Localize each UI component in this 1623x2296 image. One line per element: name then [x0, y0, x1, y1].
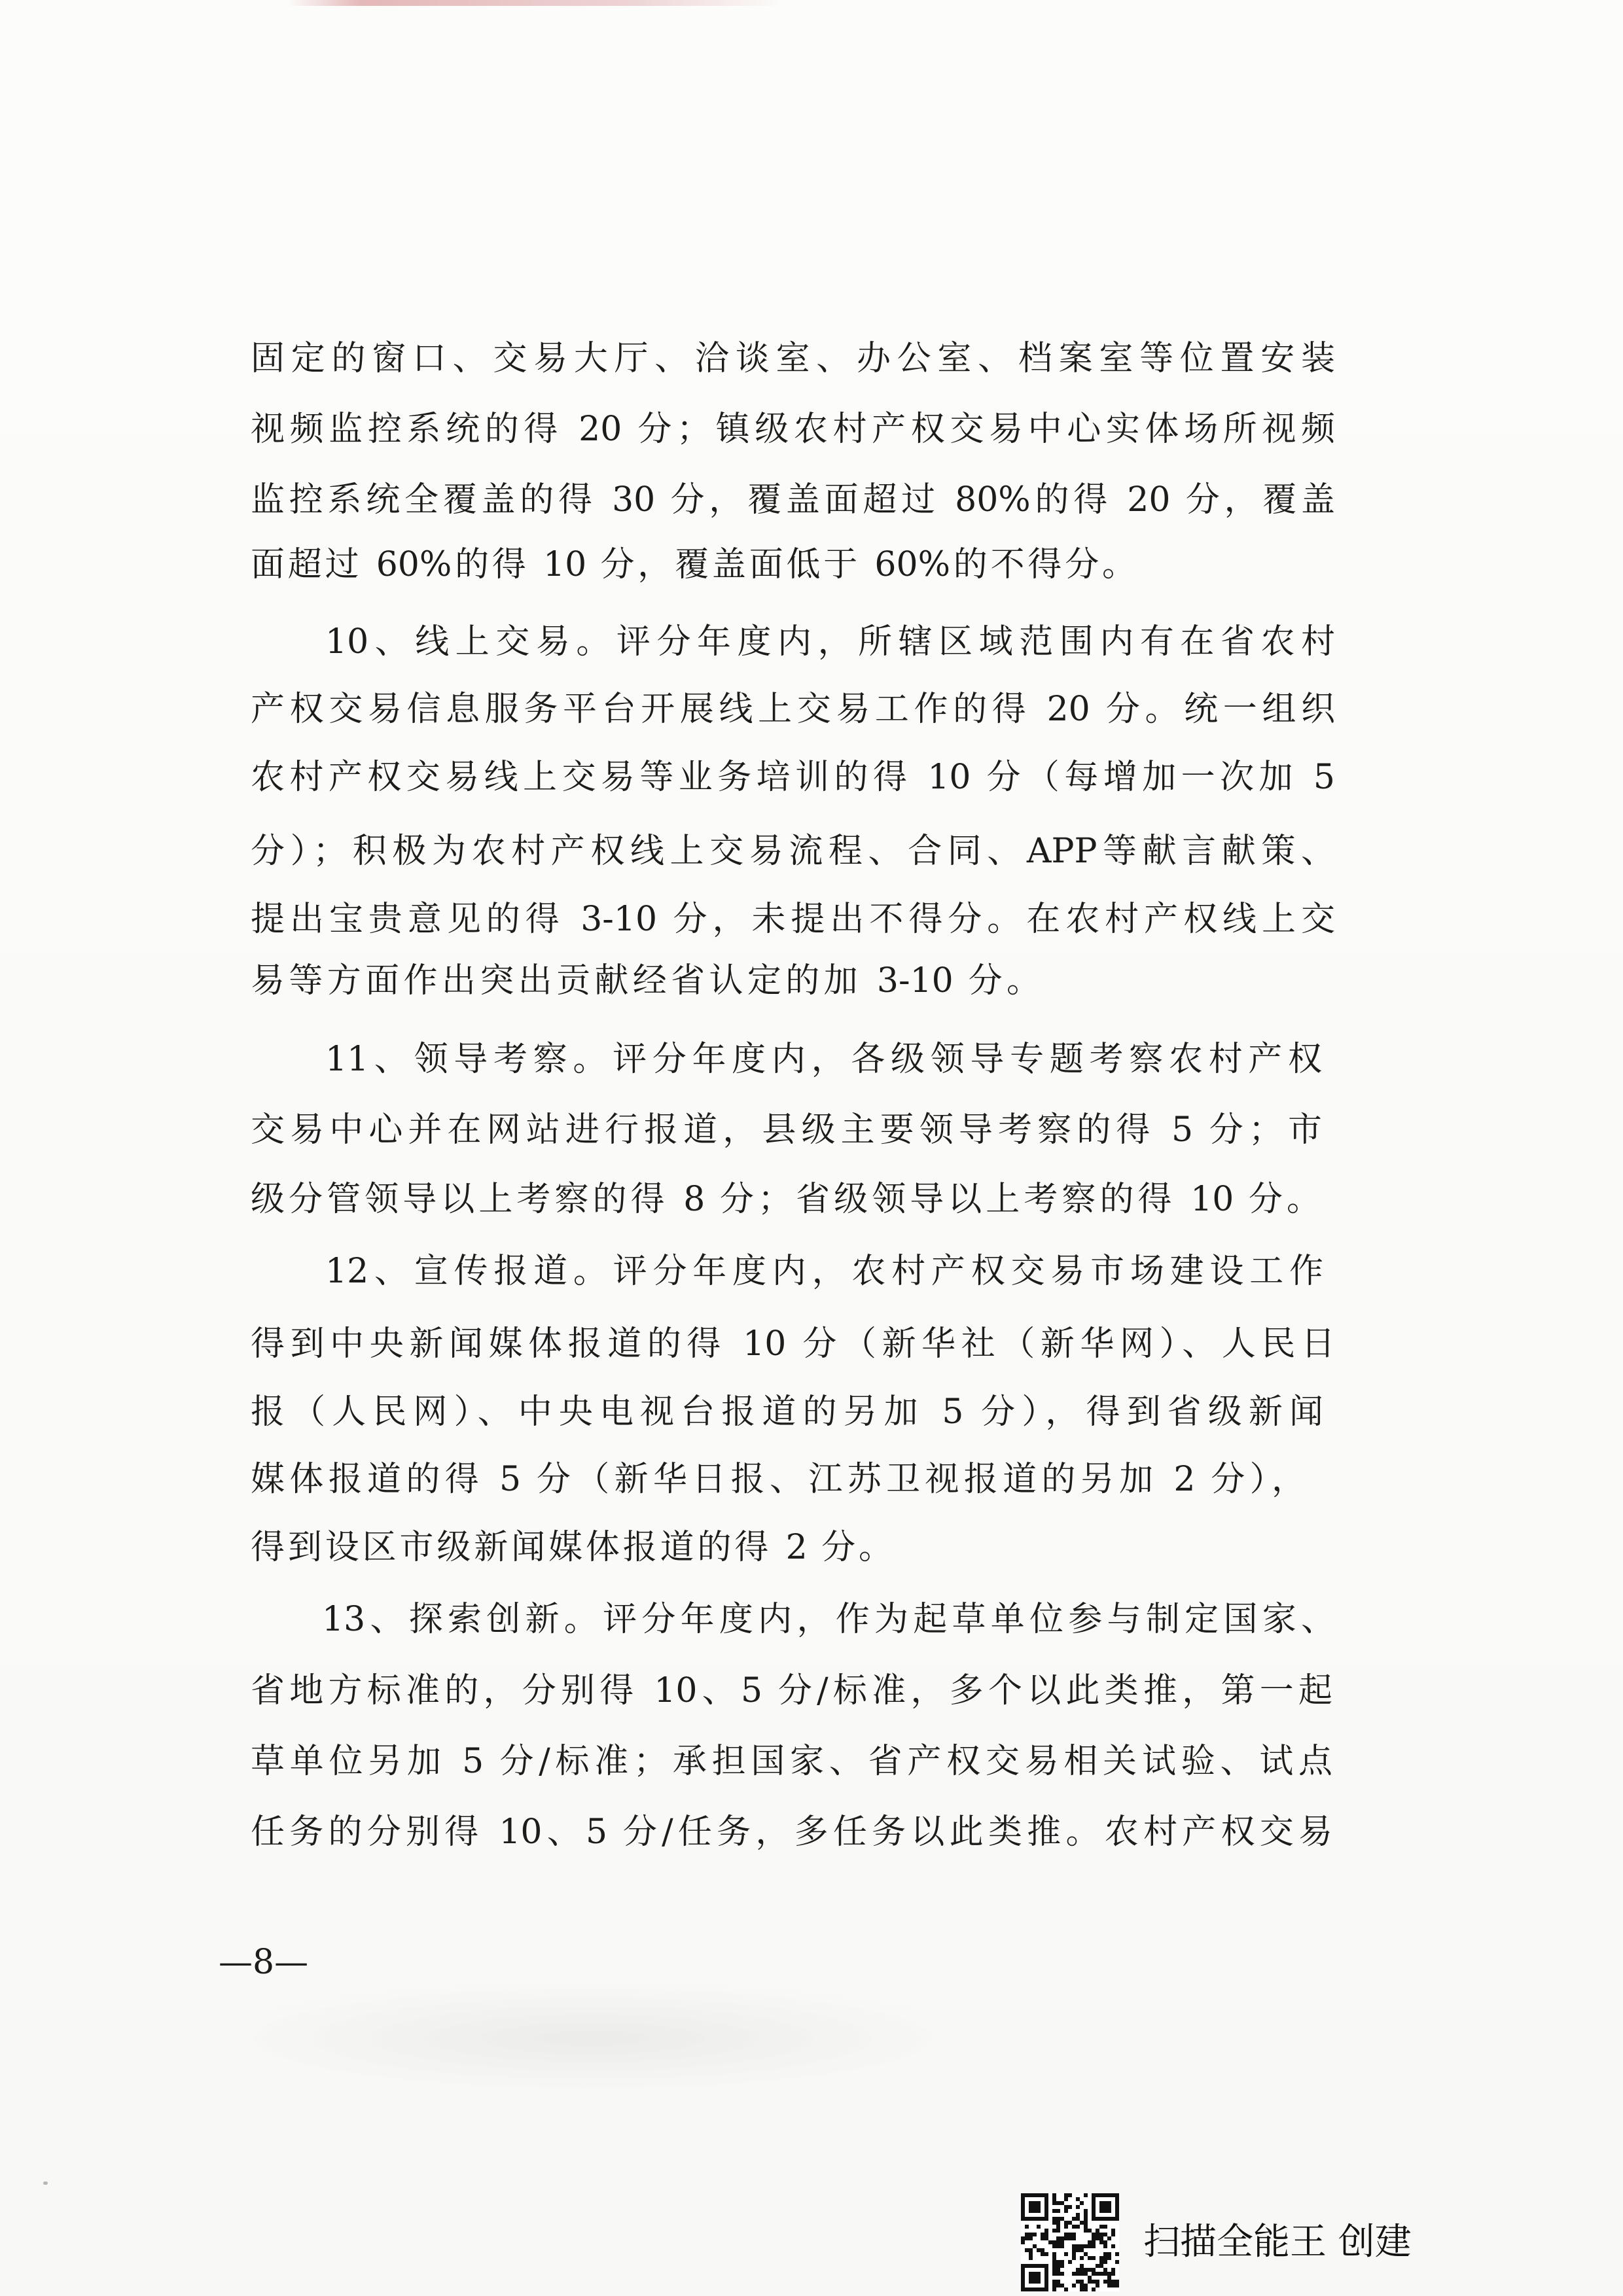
text-line: 10、线上交易。评分年度内，所辖区域范围内有在省农村	[325, 622, 1335, 662]
page-number: —8—	[219, 1943, 309, 1982]
text-line: 视频监控系统的得 20 分；镇级农村产权交易中心实体场所视频	[251, 410, 1335, 449]
qr-code-icon	[1021, 2193, 1119, 2291]
scanner-badge	[1021, 2193, 1412, 2291]
text-line: 级分管领导以上考察的得 8 分；省级领导以上考察的得 10 分。	[251, 1180, 1321, 1219]
text-line: 交易中心并在网站进行报道，县级主要领导考察的得 5 分；市	[251, 1110, 1322, 1150]
text-line: 监控系统全覆盖的得 30 分，覆盖面超过 80%的得 20 分，覆盖	[251, 480, 1335, 520]
text-line: 得到中央新闻媒体报道的得 10 分（新华社（新华网）、人民日	[251, 1324, 1335, 1364]
text-line: 省地方标准的，分别得 10、5 分/标准，多个以此类推，第一起	[251, 1671, 1332, 1710]
text-line: 11、领导考察。评分年度内，各级领导专题考察农村产权	[325, 1040, 1322, 1079]
text-line: 媒体报道的得 5 分（新华日报、江苏卫视报道的另加 2 分），	[251, 1460, 1306, 1499]
text-line: 报（人民网）、中央电视台报道的另加 5 分），得到省级新闻	[251, 1392, 1323, 1432]
text-line: 得到设区市级新闻媒体报道的得 2 分。	[251, 1528, 893, 1567]
scanner-badge-text: 扫描全能王 创建	[1143, 2221, 1412, 2263]
text-line: 12、宣传报道。评分年度内，农村产权交易市场建设工作	[325, 1252, 1323, 1291]
scan-edge-mark	[288, 0, 782, 6]
text-line: 任务的分别得 10、5 分/任务，多任务以此类推。农村产权交易	[251, 1812, 1332, 1852]
text-line: 农村产权交易线上交易等业务培训的得 10 分（每增加一次加 5	[251, 758, 1335, 797]
text-line: 产权交易信息服务平台开展线上交易工作的得 20 分。统一组织	[251, 690, 1335, 729]
text-line: 13、探索创新。评分年度内，作为起草单位参与制定国家、	[322, 1600, 1335, 1639]
text-line: 提出宝贵意见的得 3-10 分，未提出不得分。在农村产权线上交	[251, 900, 1335, 939]
text-line: 易等方面作出突出贡献经省认定的加 3-10 分。	[251, 961, 1041, 1000]
text-line: 草单位另加 5 分/标准；承担国家、省产权交易相关试验、试点	[251, 1742, 1332, 1781]
text-line: 固定的窗口、交易大厅、洽谈室、办公室、档案室等位置安装	[251, 339, 1335, 378]
scan-speck	[43, 2181, 48, 2185]
text-line: 分）；积极为农村产权线上交易流程、合同、APP等献言献策、	[251, 832, 1335, 871]
text-line: 面超过 60%的得 10 分，覆盖面低于 60%的不得分。	[251, 545, 1136, 584]
scan-shadow	[216, 1983, 969, 2094]
